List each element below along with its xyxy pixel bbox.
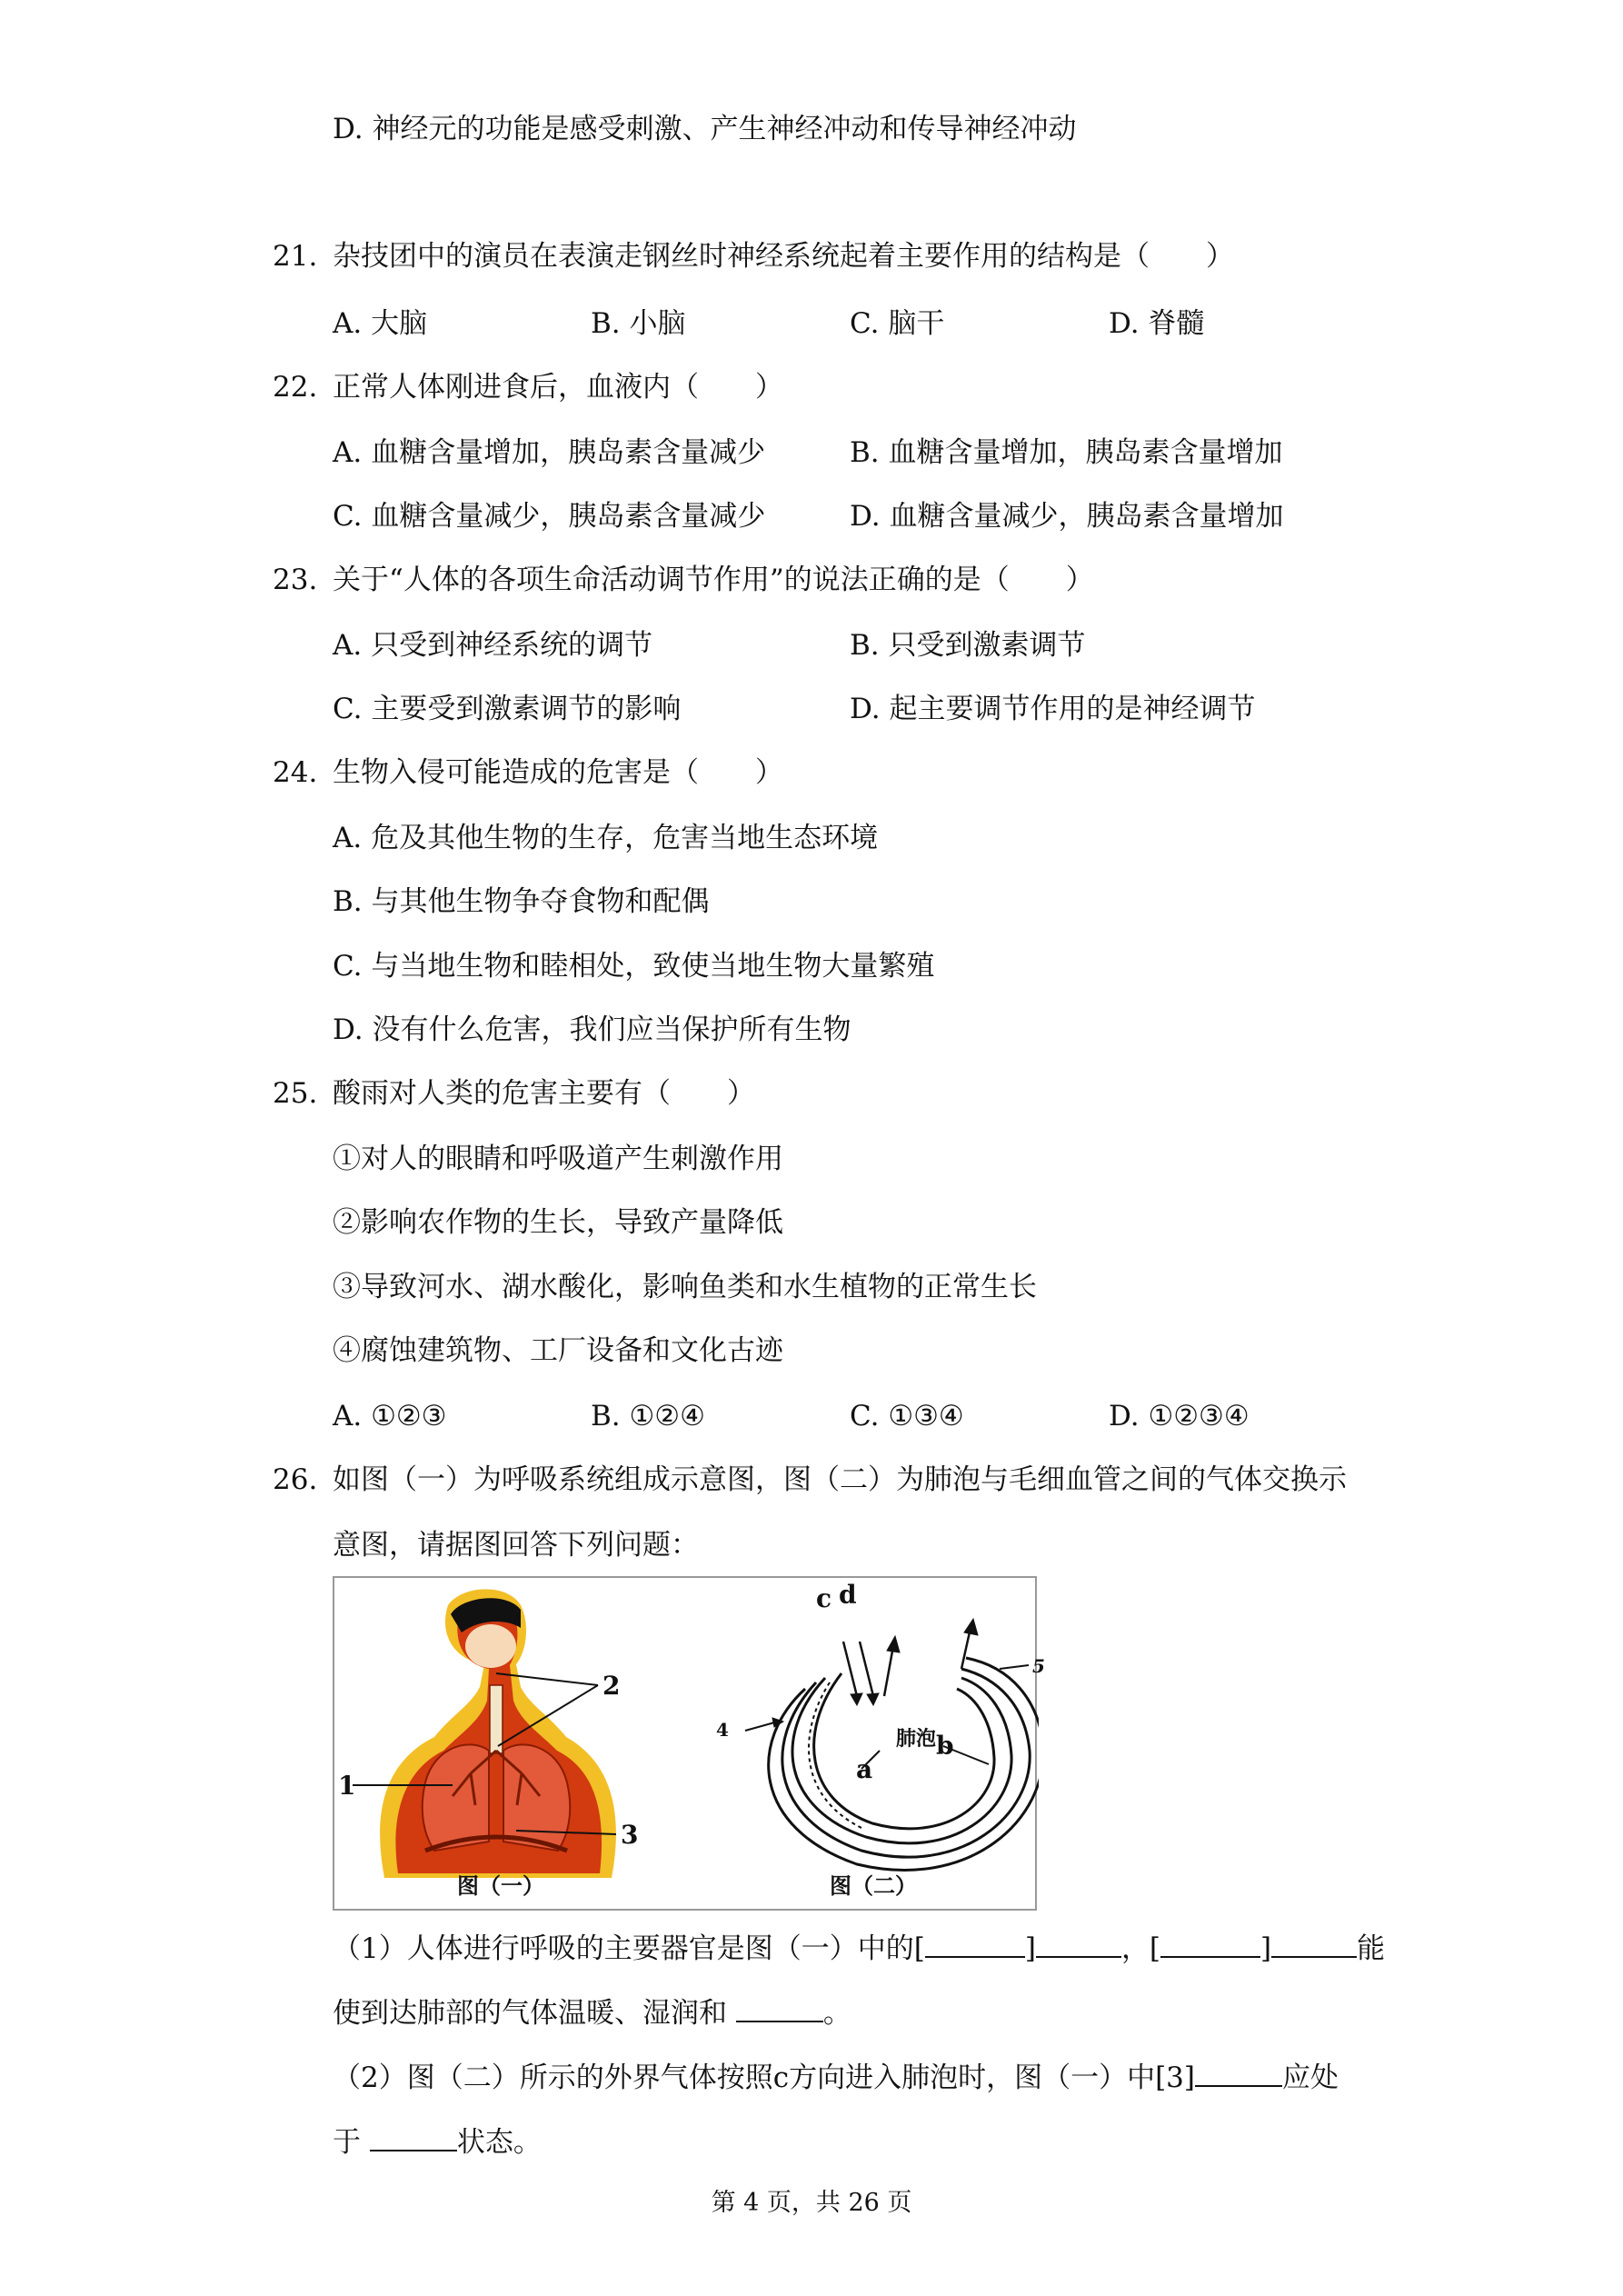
q26-blank-1[interactable] (925, 1931, 1025, 1958)
q25-number: 25. (273, 1077, 318, 1110)
q25-item-3: ③导致河水、湖水酸化，影响鱼类和水生植物的正常生长 (333, 1271, 1037, 1303)
q26-stem-line1: 如图（一）为呼吸系统组成示意图，图（二）为肺泡与毛细血管之间的气体交换示 (333, 1463, 1347, 1496)
q26-blank-7[interactable] (370, 2124, 457, 2151)
q21-stem: 杂技团中的演员在表演走钢丝时神经系统起着主要作用的结构是（ ） (333, 240, 1234, 273)
q23-option-c: C. 主要受到激素调节的影响 (333, 693, 682, 725)
figure-two-gas-exchange (745, 1619, 1039, 1870)
q23-stem: 关于“人体的各项生命活动调节作用”的说法正确的是（ ） (333, 564, 1094, 596)
q24-option-c: C. 与当地生物和睦相处，致使当地生物大量繁殖 (333, 950, 935, 983)
q23-option-a: A. 只受到神经系统的调节 (333, 629, 653, 662)
fig2-label-b: b (936, 1731, 954, 1761)
q26-sub2-text-a: （2）图（二）所示的外界气体按照c方向进入肺泡时，图（一）中[3] (333, 2061, 1195, 2094)
q25-option-b: B. ①②④ (591, 1400, 705, 1433)
q24-option-b: B. 与其他生物争夺食物和配偶 (333, 885, 710, 918)
q25-item-2: ②影响农作物的生长，导致产量降低 (333, 1206, 783, 1239)
q26-sub1-text-d: ] (1260, 1932, 1272, 1965)
q25-option-c: C. ①③④ (850, 1400, 964, 1433)
q26-sub2-text-b: 应处 (1282, 2061, 1339, 2094)
q26-blank-6[interactable] (1195, 2060, 1282, 2087)
page-number: 第 4 页，共 26 页 (711, 2189, 912, 2217)
q26-sub1-text-b: ] (1024, 1932, 1036, 1965)
q22-option-c: C. 血糖含量减少，胰岛素含量减少 (333, 500, 766, 533)
q20-option-d: D. 神经元的功能是感受刺激、产生神经冲动和传导神经冲动 (333, 113, 1077, 145)
q24-stem: 生物入侵可能造成的危害是（ ） (333, 756, 783, 789)
q21-number: 21. (273, 240, 318, 273)
q25-stem: 酸雨对人类的危害主要有（ ） (333, 1077, 755, 1110)
q26-sub2-line2-text-a: 于 (333, 2126, 370, 2159)
q25-item-4: ④腐蚀建筑物、工厂设备和文化古迹 (333, 1334, 783, 1367)
q26-number: 26. (273, 1463, 318, 1496)
q21-option-a: A. 大脑 (333, 307, 428, 340)
q26-sub1-line2 (333, 1995, 851, 2031)
q25-option-d: D. ①②③④ (1109, 1400, 1250, 1433)
fig2-label-c: c (816, 1583, 832, 1613)
q26-sub2-line2-text-b: 状态。 (456, 2126, 542, 2159)
q24-option-d: D. 没有什么危害，我们应当保护所有生物 (333, 1013, 851, 1046)
q21-option-b: B. 小脑 (591, 307, 686, 340)
q23-number: 23. (273, 564, 318, 596)
q22-stem: 正常人体刚进食后，血液内（ ） (333, 371, 783, 404)
fig2-label-d: d (839, 1580, 857, 1610)
q23-option-d: D. 起主要调节作用的是神经调节 (850, 693, 1256, 725)
q26-sub1-line2-text-a: 使到达肺部的气体温暖、湿润和 (333, 1997, 736, 2030)
q23-option-b: B. 只受到激素调节 (850, 629, 1086, 662)
q24-number: 24. (273, 756, 318, 789)
q26-blank-2[interactable] (1036, 1931, 1121, 1958)
q26-blank-5[interactable] (736, 1995, 823, 2022)
fig1-caption: 图（一） (457, 1872, 544, 1899)
q26-blank-3[interactable] (1160, 1931, 1260, 1958)
q22-option-d: D. 血糖含量减少，胰岛素含量增加 (850, 500, 1284, 533)
q26-sub1-text-e: 能 (1357, 1932, 1386, 1965)
q26-figure (333, 1576, 1045, 1911)
fig1-label-2: 2 (602, 1671, 621, 1701)
q21-option-c: C. 脑干 (850, 307, 945, 340)
q26-blank-4[interactable] (1271, 1931, 1357, 1958)
q26-stem-line2: 意图，请据图回答下列问题： (333, 1529, 699, 1562)
q22-option-a: A. 血糖含量增加，胰岛素含量减少 (333, 436, 766, 469)
q25-option-a: A. ①②③ (333, 1400, 447, 1433)
q26-sub1-text-a: （1）人体进行呼吸的主要器官是图（一）中的[ (333, 1932, 925, 1965)
fig2-label-a: a (856, 1754, 873, 1784)
fig2-label-alveolus: 肺泡 (896, 1727, 937, 1751)
fig2-caption: 图（二） (830, 1872, 917, 1899)
q26-sub2-line2 (333, 2124, 542, 2161)
fig2-label-5: 5 (1032, 1655, 1045, 1677)
figure-one-respiratory-system (353, 1589, 616, 1878)
q21-option-d: D. 脊髓 (1109, 307, 1205, 340)
q22-number: 22. (273, 371, 318, 404)
q22-option-b: B. 血糖含量增加，胰岛素含量增加 (850, 436, 1283, 469)
q26-sub1-line2-text-b: 。 (822, 1997, 851, 2030)
q26-sub1-text-c: ，[ (1120, 1932, 1161, 1965)
fig1-label-3: 3 (621, 1820, 639, 1850)
q25-item-1: ①对人的眼睛和呼吸道产生刺激作用 (333, 1143, 783, 1175)
q26-sub1-line1 (333, 1931, 1385, 1967)
q26-sub2-line1 (333, 2060, 1339, 2096)
fig1-label-1: 1 (338, 1771, 356, 1801)
q24-option-a: A. 危及其他生物的生存，危害当地生态环境 (333, 822, 879, 854)
fig2-label-4: 4 (716, 1719, 729, 1741)
